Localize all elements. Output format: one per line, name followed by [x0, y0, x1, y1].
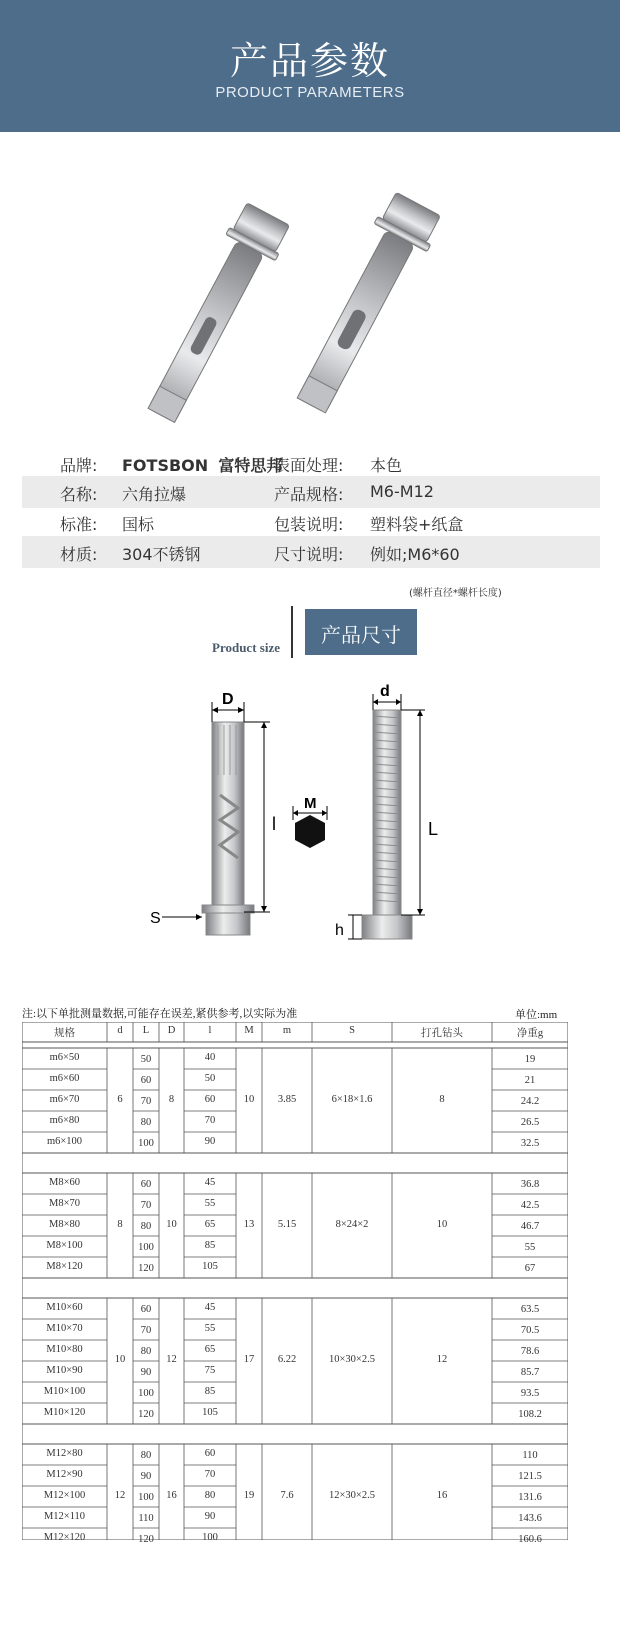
table-cell-weight: 121.5 [518, 1470, 542, 1482]
table-cell-spec: m6×60 [49, 1072, 80, 1084]
table-cell-weight: 67 [524, 1262, 536, 1274]
table-cell-L: 120 [138, 1262, 154, 1274]
table-cell-l: 80 [204, 1489, 216, 1501]
spec-label: 名称: [60, 485, 98, 504]
table-header-cell: 规格 [54, 1028, 75, 1039]
table-cell-weight: 143.6 [518, 1512, 542, 1524]
table-cell-M: 19 [243, 1489, 255, 1501]
dimension-diagram [140, 680, 480, 955]
table-cell-l: 50 [204, 1072, 216, 1084]
table-cell-weight: 63.5 [520, 1303, 540, 1315]
table-cell-weight: 32.5 [520, 1137, 540, 1149]
table-cell-L: 100 [138, 1387, 154, 1399]
table-cell-spec: M12×110 [43, 1510, 86, 1522]
table-header-cell: D [167, 1025, 176, 1036]
table-cell-weight: 70.5 [520, 1324, 540, 1336]
table-header-cell: S [349, 1025, 355, 1036]
spec-value: 六角拉爆 [122, 485, 187, 504]
table-cell-M: 13 [243, 1218, 255, 1230]
table-cell-drill: 10 [436, 1218, 448, 1230]
table-cell-S: 12×30×2.5 [329, 1489, 375, 1501]
table-cell-weight: 78.6 [520, 1345, 540, 1357]
table-header-cell: 净重g [516, 1028, 544, 1039]
spec-value: 塑料袋+纸盒 [370, 515, 464, 534]
table-cell-spec: M8×80 [48, 1218, 80, 1230]
table-cell-L: 110 [138, 1512, 154, 1524]
table-cell-L: 60 [140, 1074, 152, 1086]
table-cell-drill: 12 [436, 1354, 448, 1365]
spec-row-material [22, 536, 600, 568]
table-header-cell: l [208, 1025, 212, 1036]
table-cell-L: 70 [140, 1095, 152, 1107]
table-cell-spec: M10×100 [43, 1385, 86, 1397]
table-cell-D: 8 [168, 1093, 175, 1105]
table-cell-L: 50 [140, 1053, 152, 1065]
spec-row-standard [22, 506, 600, 538]
table-cell-spec: M10×90 [46, 1364, 83, 1376]
table-cell-l: 70 [204, 1114, 216, 1126]
table-cell-l: 55 [204, 1322, 216, 1334]
spec-value: M6-M12 [370, 482, 434, 501]
table-cell-spec: m6×50 [49, 1051, 80, 1063]
table-cell-S: 8×24×2 [335, 1218, 369, 1230]
table-header-cell: M [244, 1025, 254, 1036]
table-cell-spec: m6×70 [49, 1093, 80, 1105]
label-h: h [335, 922, 344, 939]
table-cell-spec: M8×120 [46, 1260, 83, 1272]
table-cell-L: 60 [140, 1303, 152, 1315]
table-header-cell: 打孔钻头 [421, 1028, 463, 1039]
table-cell-l: 100 [202, 1531, 218, 1543]
table-cell-L: 100 [138, 1491, 154, 1503]
table-cell-l: 60 [204, 1447, 216, 1459]
label-l: l [272, 814, 276, 834]
table-cell-spec: M12×90 [46, 1468, 83, 1480]
table-unit: 单位:mm [515, 1009, 558, 1021]
brand-name: FOTSBON [122, 456, 209, 475]
product-size-label-cn: 产品尺寸 [321, 623, 401, 647]
spec-value: 国标 [122, 515, 155, 534]
spec-value: 304不锈钢 [122, 545, 201, 564]
table-cell-spec: M10×120 [43, 1406, 86, 1418]
table-cell-L: 120 [138, 1533, 154, 1545]
table-cell-l: 90 [204, 1510, 216, 1522]
table-cell-weight: 131.6 [518, 1491, 542, 1503]
table-cell-d: 8 [117, 1218, 123, 1230]
page-header [0, 0, 620, 132]
table-cell-weight: 24.2 [520, 1095, 540, 1107]
table-cell-L: 100 [138, 1137, 154, 1149]
table-cell-L: 90 [140, 1366, 152, 1378]
table-cell-d: 10 [114, 1354, 126, 1365]
spec-label: 材质: [60, 545, 98, 564]
spec-value: 本色 [370, 456, 403, 475]
brand-name-cn: 富特思邦 [218, 456, 283, 475]
table-cell-l: 40 [204, 1051, 216, 1063]
table-cell-d: 12 [114, 1489, 126, 1501]
table-cell-l: 45 [204, 1301, 216, 1313]
table-cell-L: 60 [140, 1178, 152, 1190]
table-cell-spec: M10×70 [46, 1322, 83, 1334]
table-cell-l: 105 [202, 1260, 218, 1272]
table-cell-L: 70 [140, 1199, 152, 1211]
table-cell-S: 10×30×2.5 [329, 1354, 375, 1365]
table-header-cell: d [117, 1025, 123, 1036]
table-cell-L: 120 [138, 1408, 154, 1420]
label-L: L [428, 819, 439, 839]
page-subtitle: PRODUCT PARAMETERS [215, 84, 405, 101]
table-cell-spec: m6×80 [49, 1114, 80, 1126]
table-cell-m: 7.6 [280, 1489, 294, 1501]
table-cell-weight: 108.2 [518, 1408, 542, 1420]
table-cell-l: 65 [204, 1218, 216, 1230]
table-cell-M: 10 [243, 1093, 255, 1105]
table-cell-l: 85 [204, 1385, 216, 1397]
table-cell-l: 75 [204, 1364, 216, 1376]
table-cell-weight: 46.7 [520, 1220, 540, 1232]
table-cell-weight: 21 [524, 1074, 536, 1086]
page-title: 产品参数 [229, 39, 390, 83]
table-cell-l: 55 [204, 1197, 216, 1209]
table-cell-m: 5.15 [277, 1218, 297, 1230]
table-cell-weight: 93.5 [520, 1387, 540, 1399]
table-cell-M: 17 [243, 1354, 255, 1365]
table-cell-m: 6.22 [277, 1354, 297, 1365]
label-d: d [380, 683, 390, 700]
spec-label: 表面处理: [274, 456, 344, 475]
table-cell-D: 10 [166, 1218, 177, 1230]
table-cell-spec: M8×60 [48, 1176, 80, 1188]
spec-value: 例如;M6*60 [370, 545, 460, 564]
table-cell-drill: 8 [439, 1093, 445, 1105]
table-cell-l: 45 [204, 1176, 216, 1188]
table-cell-weight: 110 [522, 1449, 538, 1461]
table-cell-l: 65 [204, 1343, 216, 1355]
table-cell-weight: 42.5 [520, 1199, 540, 1211]
spec-row-name [22, 476, 600, 508]
table-cell-L: 90 [140, 1470, 152, 1482]
table-cell-spec: M10×80 [46, 1343, 83, 1355]
spec-label: 包装说明: [274, 515, 344, 534]
spec-label: 尺寸说明: [274, 545, 344, 564]
label-S: S [150, 910, 161, 927]
table-cell-l: 85 [204, 1239, 216, 1251]
spec-label: 标准: [60, 515, 98, 534]
spec-label: 产品规格: [274, 485, 344, 504]
table-cell-spec: M10×60 [46, 1301, 83, 1313]
table-cell-S: 6×18×1.6 [331, 1093, 373, 1105]
table-cell-D: 12 [166, 1354, 177, 1365]
hex-nut-icon [293, 806, 327, 848]
table-cell-spec: M12×120 [43, 1531, 86, 1543]
spec-label: 品牌: [60, 456, 98, 475]
table-header-cell: L [142, 1025, 150, 1036]
table-cell-weight: 85.7 [520, 1366, 540, 1378]
table-cell-L: 70 [140, 1324, 152, 1336]
table-cell-L: 80 [140, 1116, 152, 1128]
spec-value [122, 453, 282, 476]
table-cell-spec: M8×70 [48, 1197, 80, 1209]
product-size-badge [305, 609, 417, 655]
table-cell-d: 6 [117, 1093, 123, 1105]
table-cell-L: 80 [140, 1345, 152, 1357]
table-cell-D: 16 [166, 1489, 177, 1501]
table-cell-weight: 36.8 [520, 1178, 540, 1190]
table-cell-spec: M8×100 [46, 1239, 83, 1251]
table-cell-weight: 160.6 [518, 1533, 542, 1545]
label-M: M [304, 795, 317, 812]
table-header-cell: m [282, 1025, 292, 1036]
table-cell-L: 80 [140, 1449, 152, 1461]
spec-row-brand [22, 447, 600, 479]
table-cell-spec: M12×100 [43, 1489, 86, 1501]
product-size-label-en: Product size [212, 640, 280, 655]
table-cell-l: 90 [204, 1135, 216, 1147]
table-cell-m: 3.85 [277, 1093, 297, 1105]
bolt-drawing [348, 694, 425, 939]
spec-table [22, 1022, 568, 1545]
table-cell-weight: 55 [524, 1241, 536, 1253]
table-cell-L: 100 [138, 1241, 154, 1253]
table-cell-l: 105 [202, 1406, 218, 1418]
table-cell-spec: m6×100 [46, 1135, 83, 1147]
table-cell-drill: 16 [436, 1489, 448, 1501]
divider [291, 606, 293, 658]
anchor-drawing [162, 702, 270, 935]
table-cell-weight: 19 [524, 1053, 536, 1065]
table-cell-L: 80 [140, 1220, 152, 1232]
table-note: 注:以下单批测量数据,可能存在误差,紧供参考,以实际为准 [22, 1008, 298, 1020]
table-cell-l: 70 [204, 1468, 216, 1480]
table-cell-weight: 26.5 [520, 1116, 540, 1128]
table-cell-l: 60 [204, 1093, 216, 1105]
label-D: D [222, 691, 234, 708]
spec-note: (螺杆直径*螺杆长度) [409, 588, 502, 599]
product-photo [110, 155, 510, 455]
table-cell-spec: M12×80 [46, 1447, 83, 1459]
